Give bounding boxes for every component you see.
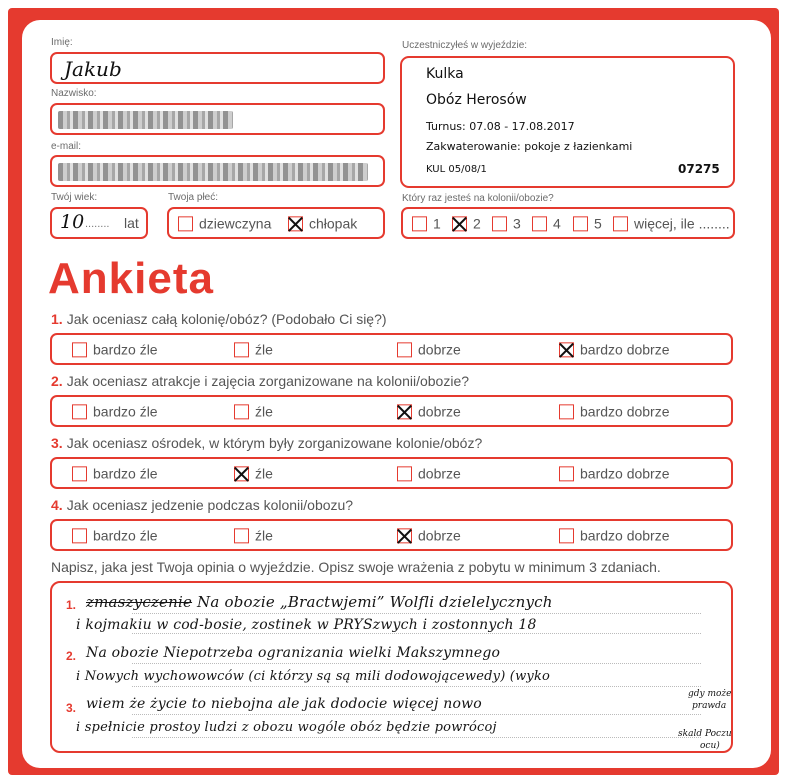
option-good[interactable] — [397, 464, 461, 481]
essay-line: i Nowych wychowowców (ci którzy są są mili dodowojącewedy) (wyko — [76, 669, 551, 684]
essay-line: i kojmakiu w cod-bosie, zostinek w PRYSzwych i zostonnych 18 — [76, 617, 537, 633]
age-value: 10 — [60, 211, 85, 233]
option-bad[interactable] — [234, 402, 273, 419]
gender-female-option[interactable] — [178, 214, 271, 231]
age-field[interactable] — [50, 207, 148, 239]
essay-line: Na obozie „Bractwjemi” Wolfli dzielelycznych — [197, 593, 553, 611]
times-option-label: więcej, ile ........ — [634, 215, 730, 232]
gender-male-label: chłopak — [309, 215, 358, 232]
option-very-good[interactable] — [559, 402, 670, 419]
essay-number: 2. — [66, 649, 77, 663]
gender-female-checkbox[interactable] — [178, 216, 193, 231]
checkbox[interactable] — [72, 528, 87, 543]
question-text: Jak oceniasz jedzenie podczas kolonii/obozu? — [66, 497, 354, 513]
checkbox[interactable] — [397, 342, 412, 357]
question-4 — [51, 497, 353, 513]
times-option-label: 5 — [594, 215, 602, 232]
redacted-surname — [58, 111, 233, 129]
option-very-bad[interactable] — [72, 526, 158, 543]
option-label: dobrze — [418, 465, 461, 482]
redacted-email — [58, 163, 368, 181]
option-label: źle — [255, 465, 273, 482]
option-label: bardzo źle — [93, 527, 158, 544]
opinion-prompt: Napisz, jaka jest Twoja opinia o wyjeździe. Opisz swoje wrażenia z pobytu w minimum 3 zdaniach. — [51, 559, 661, 575]
option-very-bad[interactable] — [72, 464, 158, 481]
option-label: dobrze — [418, 341, 461, 358]
question-number: 3. — [51, 435, 63, 451]
surname-label: Nazwisko: — [51, 88, 97, 99]
margin-note: skald Poczu — [678, 729, 732, 739]
margin-note: prawda — [692, 701, 727, 711]
option-label: bardzo dobrze — [580, 403, 670, 420]
name-field[interactable] — [50, 52, 385, 84]
age-label: Twój wiek: — [51, 192, 98, 203]
times-option[interactable] — [492, 214, 521, 231]
question-text: Jak oceniasz ośrodek, w którym były zorganizowane kolonie/obóz? — [66, 435, 483, 451]
option-bad[interactable] — [234, 526, 273, 543]
name-label: Imię: — [51, 37, 73, 48]
times-label: Który raz jesteś na kolonii/obozie? — [402, 193, 554, 204]
checkbox[interactable] — [234, 466, 249, 481]
checkbox[interactable] — [72, 404, 87, 419]
essay-line: Na obozie Niepotrzeba ogranizania wielki Makszymnego — [86, 645, 501, 661]
question-text: Jak oceniasz atrakcje i zajęcia zorganizowane na kolonii/obozie? — [66, 373, 470, 389]
margin-note: gdy może — [688, 689, 732, 699]
ticket-term: Turnus: 07.08 - 17.08.2017 — [426, 120, 575, 133]
option-label: źle — [255, 341, 273, 358]
option-label: bardzo źle — [93, 403, 158, 420]
gender-female-label: dziewczyna — [199, 215, 272, 232]
ticket-company: Kulka — [426, 66, 464, 82]
trip-ticket — [400, 56, 735, 188]
name-value: Jakub — [64, 57, 122, 81]
checkbox[interactable] — [72, 342, 87, 357]
times-option[interactable] — [532, 214, 561, 231]
option-label: bardzo źle — [93, 465, 158, 482]
age-unit: lat — [124, 215, 139, 231]
survey-title: Ankieta — [48, 254, 214, 303]
times-option-label: 1 — [433, 215, 441, 232]
option-very-good[interactable] — [559, 340, 670, 357]
option-very-good[interactable] — [559, 464, 670, 481]
option-very-bad[interactable] — [72, 340, 158, 357]
option-label: bardzo dobrze — [580, 341, 670, 358]
essay-number: 1. — [66, 598, 77, 612]
question-1 — [51, 311, 387, 327]
question-number: 2. — [51, 373, 63, 389]
times-option[interactable] — [412, 214, 441, 231]
ticket-accommodation: Zakwaterowanie: pokoje z łazienkami — [426, 140, 633, 153]
question-3 — [51, 435, 482, 451]
question-number: 1. — [51, 311, 63, 327]
checkbox[interactable] — [559, 404, 574, 419]
essay-line: wiem że życie to niebojna ale jak dodocie więcej nowo — [86, 696, 482, 712]
option-label: dobrze — [418, 403, 461, 420]
answer-row-3 — [50, 457, 733, 489]
times-checkbox[interactable] — [573, 216, 588, 231]
option-very-bad[interactable] — [72, 402, 158, 419]
option-good[interactable] — [397, 340, 461, 357]
times-checkbox[interactable] — [492, 216, 507, 231]
gender-field — [167, 207, 385, 239]
checkbox[interactable] — [72, 466, 87, 481]
answer-row-1 — [50, 333, 733, 365]
line-rule — [132, 737, 701, 738]
checkbox[interactable] — [559, 342, 574, 357]
option-bad[interactable] — [234, 464, 273, 481]
checkbox[interactable] — [559, 466, 574, 481]
email-label: e-mail: — [51, 141, 82, 152]
email-field[interactable] — [50, 155, 385, 187]
times-option-label: 3 — [513, 215, 521, 232]
answer-row-2 — [50, 395, 733, 427]
option-good[interactable] — [397, 526, 461, 543]
option-bad[interactable] — [234, 340, 273, 357]
option-label: źle — [255, 527, 273, 544]
checkbox[interactable] — [559, 528, 574, 543]
question-2 — [51, 373, 469, 389]
times-option-label: 4 — [553, 215, 561, 232]
gender-male-option[interactable] — [288, 214, 357, 231]
trip-label: Uczestniczyłeś w wyjeździe: — [402, 40, 528, 51]
checkbox[interactable] — [397, 466, 412, 481]
times-checkbox[interactable] — [532, 216, 547, 231]
option-label: bardzo źle — [93, 341, 158, 358]
times-option[interactable] — [452, 214, 481, 231]
essay-line: i spełnicie prostoy ludzi z obozu wogóle obóz będzie powrócoj — [76, 720, 497, 735]
age-dots: ........ — [85, 218, 110, 230]
essay-number: 3. — [66, 701, 77, 715]
line-rule — [132, 663, 701, 664]
ticket-number: 07275 — [678, 162, 720, 176]
checkbox[interactable] — [397, 404, 412, 419]
line-rule — [132, 686, 701, 687]
times-option-label: 2 — [473, 215, 481, 232]
margin-note: ocu) — [700, 741, 720, 751]
question-number: 4. — [51, 497, 63, 513]
struck-word: zmaszyczenie — [86, 593, 193, 611]
option-label: bardzo dobrze — [580, 527, 670, 544]
answer-row-4 — [50, 519, 733, 551]
checkbox[interactable] — [234, 404, 249, 419]
line-rule — [132, 714, 701, 715]
gender-male-checkbox[interactable] — [288, 216, 303, 231]
checkbox[interactable] — [234, 342, 249, 357]
option-label: dobrze — [418, 527, 461, 544]
line-rule — [132, 613, 701, 614]
gender-label: Twoja płeć: — [168, 192, 219, 203]
checkbox[interactable] — [234, 528, 249, 543]
opinion-textarea[interactable] — [50, 581, 733, 753]
surname-field[interactable] — [50, 103, 385, 135]
question-text: Jak oceniasz całą kolonię/obóz? (Podobało Ci się?) — [66, 311, 387, 327]
times-field — [401, 207, 735, 239]
times-checkbox[interactable] — [452, 216, 467, 231]
option-good[interactable] — [397, 402, 461, 419]
times-checkbox[interactable] — [412, 216, 427, 231]
line-rule — [132, 633, 701, 634]
checkbox[interactable] — [397, 528, 412, 543]
times-option-more[interactable] — [613, 214, 730, 231]
option-very-good[interactable] — [559, 526, 670, 543]
ticket-camp: Obóz Herosów — [426, 92, 527, 108]
times-checkbox[interactable] — [613, 216, 628, 231]
ticket-code: KUL 05/08/1 — [426, 164, 487, 175]
times-option[interactable] — [573, 214, 602, 231]
option-label: bardzo dobrze — [580, 465, 670, 482]
option-label: źle — [255, 403, 273, 420]
